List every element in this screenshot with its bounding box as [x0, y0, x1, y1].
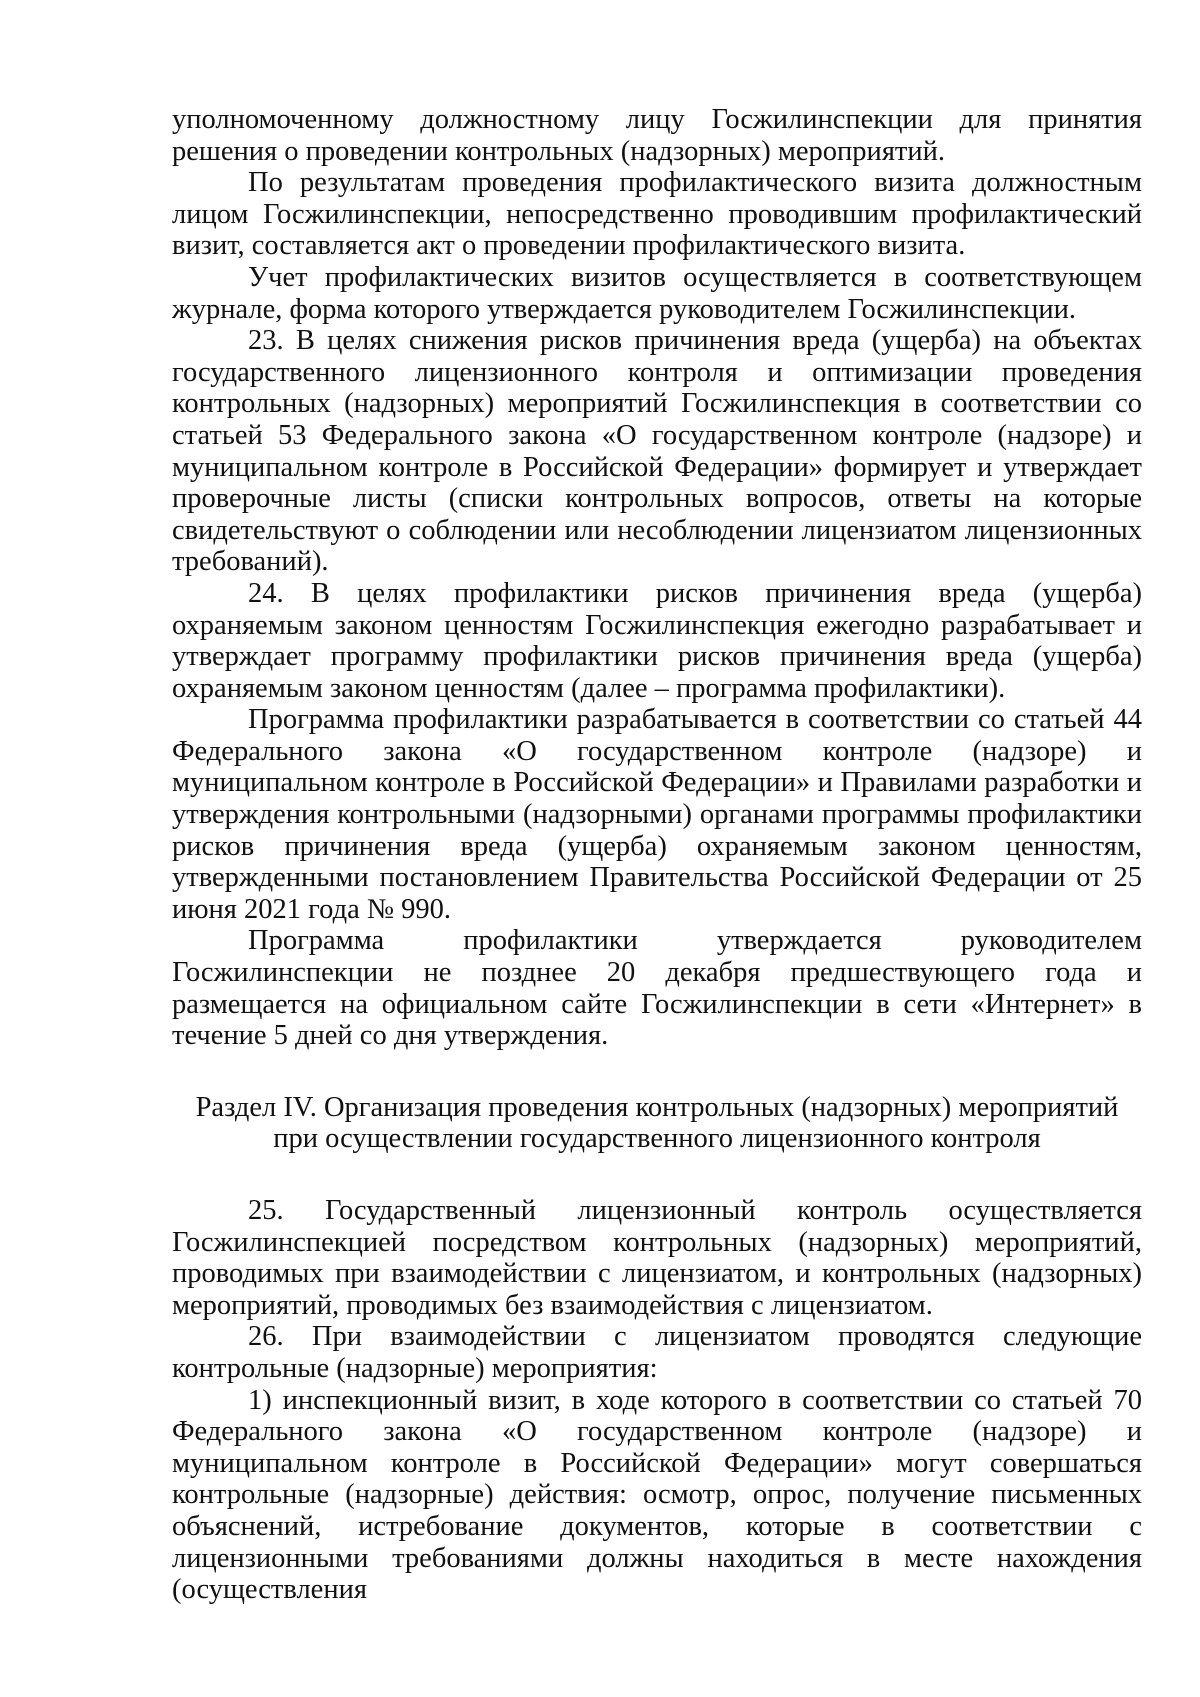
- section-heading-line-1: Раздел IV. Организация проведения контрольных (надзорных) мероприятий: [195, 1091, 1119, 1123]
- section-heading-line-2: при осуществлении государственного лицензионного контроля: [273, 1123, 1041, 1155]
- paragraph: По результатам проведения профилактического визита должностным лицом Госжилинспекции, непосредственно проводившим профилактический визит, составляется акт о проведении профилактического визита.: [172, 167, 1142, 262]
- document-page: [172, 104, 1142, 1606]
- paragraph: Учет профилактических визитов осуществляется в соответствующем журнале, форма которого утверждается руководителем Госжилинспекции.: [172, 261, 1142, 325]
- paragraphs-before-section: [172, 104, 1142, 1052]
- paragraph: 23. В целях снижения рисков причинения вреда (ущерба) на объектах государственного лицензионного контроля и оптимизации проведения контрольных (надзорных) мероприятий Госжилинспекция в соответствии со статьей 53 Федерального закона «О государственном контроле (надзоре) и муниципальном контроле в Российской Федерации» формирует и утверждает проверочные листы (списки контрольных вопросов, ответы на которые свидетельствуют о соблюдении или несоблюдении лицензиатом лицензионных требований).: [172, 325, 1142, 578]
- paragraph: 24. В целях профилактики рисков причинения вреда (ущерба) охраняемым законом ценностям Госжилинспекция ежегодно разрабатывает и утверждает программу профилактики рисков причинения вреда (ущерба) охраняемым законом ценностям (далее – программа профилактики).: [172, 577, 1142, 704]
- paragraph: 1) инспекционный визит, в ходе которого в соответствии со статьей 70 Федерального закона «О государственном контроле (надзоре) и муниципальном контроле в Российской Федерации» могут совершаться контрольные (надзорные) действия: осмотр, опрос, получение письменных объяснений, истребование документов, которые в соответствии с лицензионными требованиями должны находиться в месте нахождения (осуществления: [172, 1384, 1142, 1606]
- paragraphs-after-section: [172, 1195, 1142, 1606]
- paragraph: Программа профилактики разрабатывается в соответствии со статьей 44 Федерального закона «О государственном контроле (надзоре) и муниципальном контроле в Российской Федерации» и Правилами разработки и утверждения контрольными (надзорными) органами программы профилактики рисков причинения вреда (ущерба) охраняемым законом ценностям, утвержденными постановлением Правительства Российской Федерации от 25 июня 2021 года № 990.: [172, 704, 1142, 925]
- paragraph: Программа профилактики утверждается руководителем Госжилинспекции не позднее 20 декабря предшествующего года и размещается на официальном сайте Госжилинспекции в сети «Интернет» в течение 5 дней со дня утверждения.: [172, 925, 1142, 1052]
- section-heading: [172, 1092, 1142, 1155]
- paragraph: 25. Государственный лицензионный контроль осуществляется Госжилинспекцией посредством контрольных (надзорных) мероприятий, проводимых при взаимодействии с лицензиатом, и контрольных (надзорных) мероприятий, проводимых без взаимодействия с лицензиатом.: [172, 1195, 1142, 1321]
- paragraph: 26. При взаимодействии с лицензиатом проводятся следующие контрольные (надзорные) мероприятия:: [172, 1321, 1142, 1384]
- paragraph: уполномоченному должностному лицу Госжилинспекции для принятия решения о проведении контрольных (надзорных) мероприятий.: [172, 104, 1142, 167]
